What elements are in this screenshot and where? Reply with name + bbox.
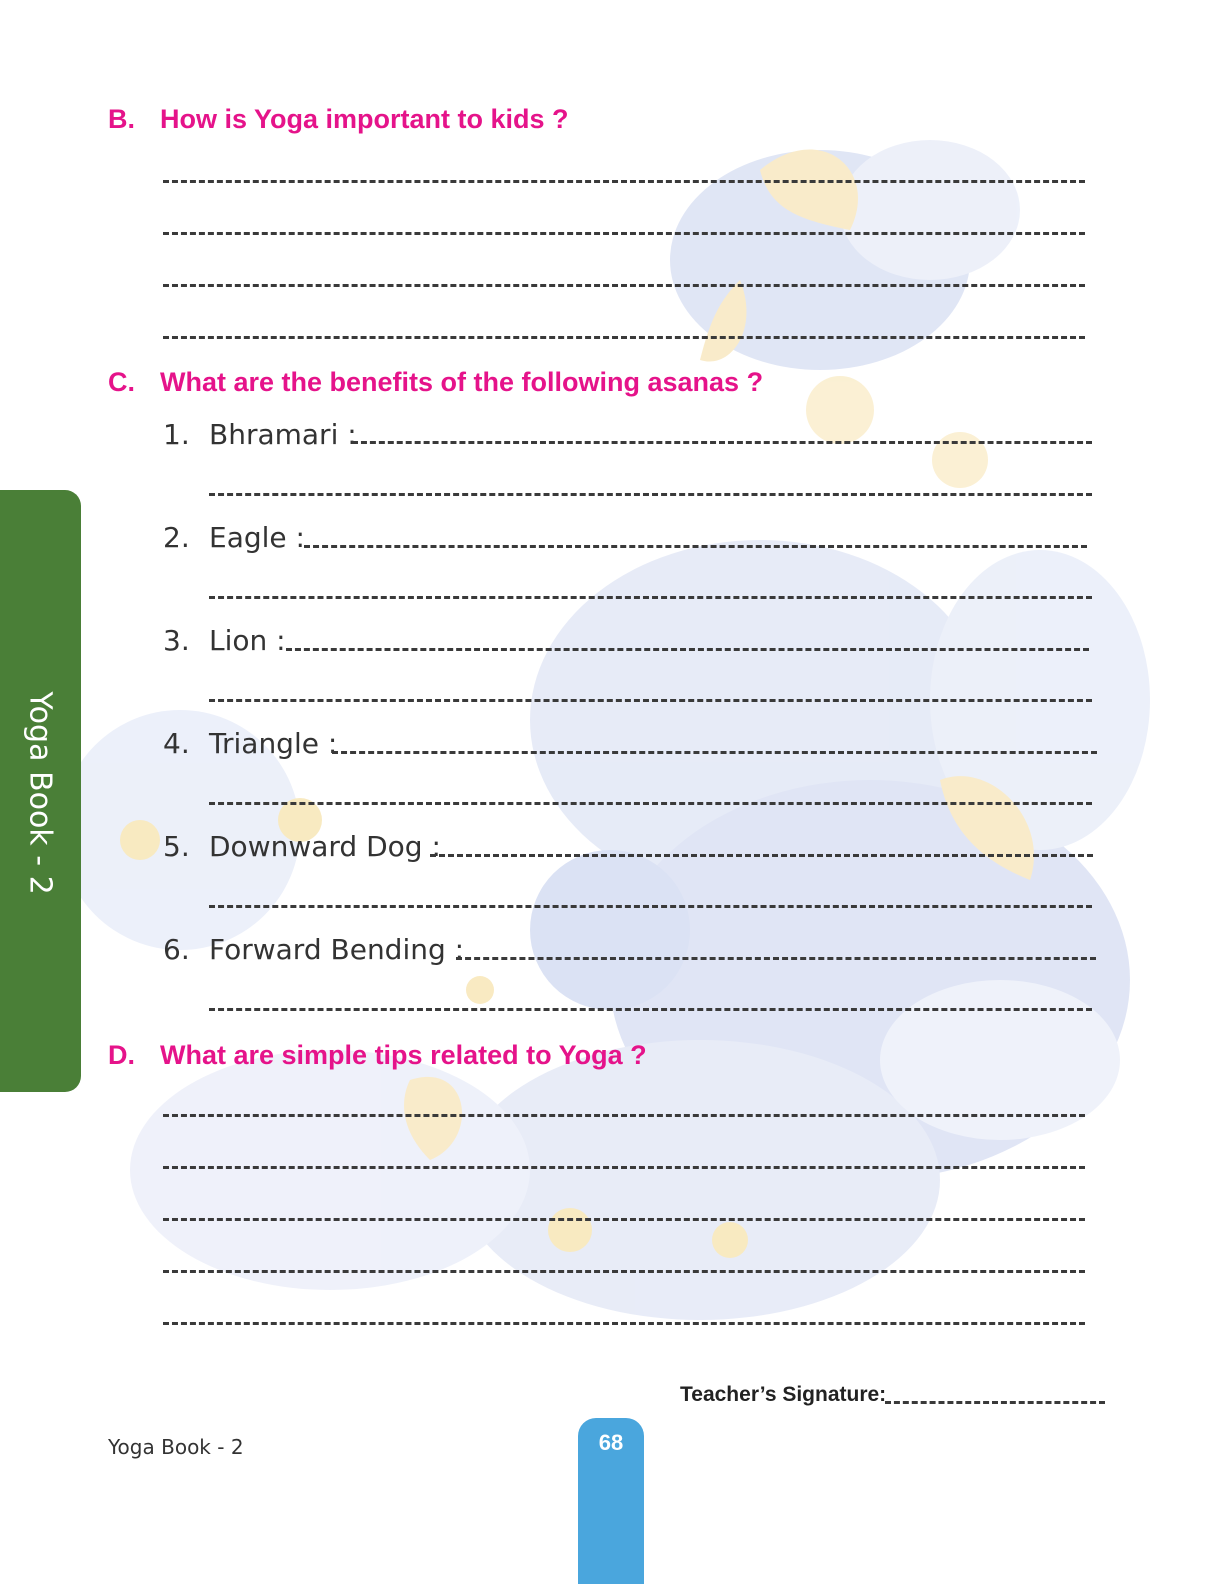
answer-line-asana-3b[interactable] (209, 699, 1092, 702)
side-tab-label: Yoga Book - 2 (22, 691, 58, 895)
answer-line-asana-2b[interactable] (209, 596, 1092, 599)
question-d (108, 1040, 647, 1071)
answer-line-asana-1a[interactable] (352, 441, 1092, 444)
asana-number: 1. (163, 418, 190, 451)
asana-label: Downward Dog : (209, 830, 441, 863)
footer-book-title: Yoga Book - 2 (108, 1435, 244, 1459)
answer-line-d-5[interactable] (163, 1322, 1085, 1325)
teacher-signature-line[interactable] (885, 1401, 1105, 1404)
question-c (108, 367, 763, 398)
question-c-letter: C. (108, 367, 135, 397)
answer-line-asana-6b[interactable] (209, 1008, 1092, 1011)
asana-label: Forward Bending : (209, 933, 465, 966)
question-d-text: What are simple tips related to Yoga ? (160, 1040, 647, 1070)
answer-line-b-3[interactable] (163, 284, 1085, 287)
asana-label: Bhramari : (209, 418, 357, 451)
answer-line-b-1[interactable] (163, 180, 1085, 183)
answer-line-d-3[interactable] (163, 1218, 1085, 1221)
answer-line-asana-5a[interactable] (430, 854, 1093, 857)
teacher-signature-label: Teacher’s Signature: (680, 1383, 887, 1406)
asana-number: 5. (163, 830, 190, 863)
answer-line-asana-6a[interactable] (456, 957, 1096, 960)
page-number: 68 (598, 1430, 624, 1455)
question-b-text: How is Yoga important to kids ? (160, 104, 569, 134)
answer-line-asana-3a[interactable] (286, 648, 1089, 651)
question-b (108, 104, 569, 135)
answer-line-asana-1b[interactable] (209, 493, 1092, 496)
answer-line-b-2[interactable] (163, 232, 1085, 235)
answer-line-d-1[interactable] (163, 1114, 1085, 1117)
answer-line-d-4[interactable] (163, 1270, 1085, 1273)
asana-label: Eagle : (209, 521, 305, 554)
question-c-text: What are the benefits of the following asanas ? (160, 367, 764, 397)
answer-line-d-2[interactable] (163, 1166, 1085, 1169)
question-b-letter: B. (108, 104, 135, 134)
asana-label: Lion : (209, 624, 286, 657)
asana-number: 4. (163, 727, 190, 760)
answer-line-asana-4b[interactable] (209, 802, 1092, 805)
question-d-letter: D. (108, 1040, 135, 1070)
asana-number: 3. (163, 624, 190, 657)
asana-label: Triangle : (209, 727, 338, 760)
asana-number: 2. (163, 521, 190, 554)
answer-line-asana-4a[interactable] (332, 751, 1097, 754)
answer-line-b-4[interactable] (163, 336, 1085, 339)
answer-line-asana-2a[interactable] (304, 545, 1087, 548)
answer-line-asana-5b[interactable] (209, 905, 1092, 908)
asana-number: 6. (163, 933, 190, 966)
